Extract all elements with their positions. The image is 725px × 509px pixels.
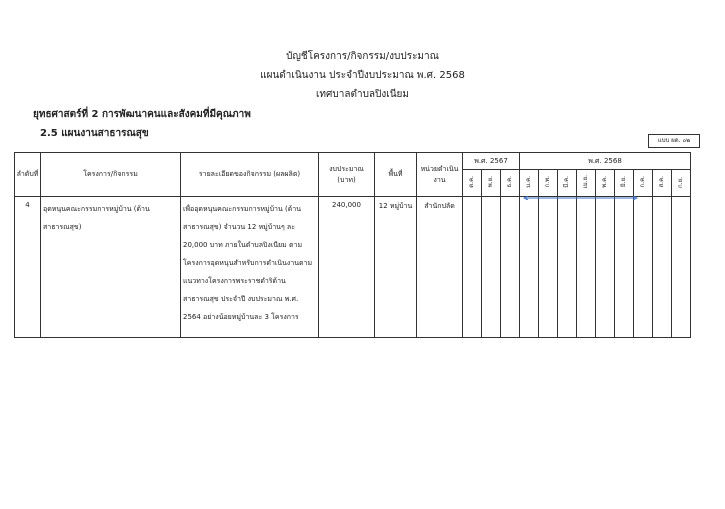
- month-header: [539, 170, 558, 197]
- month-cell: [463, 197, 482, 338]
- header-area: พื้นที่: [375, 153, 417, 197]
- doc-subtitle-org: เทศบาลตำบลปิงเนียม: [316, 89, 409, 100]
- table-row: [15, 197, 691, 338]
- month-label: ก.พ.: [544, 176, 551, 188]
- month-label: พ.ย.: [487, 176, 494, 188]
- month-label: ธ.ค.: [506, 176, 513, 188]
- header-agency: หน่วยดำเนินงาน: [417, 153, 463, 197]
- header-budget: งบประมาณ (บาท): [319, 153, 375, 197]
- month-header: [520, 170, 539, 197]
- cell-agency: สำนักปลัด: [417, 197, 463, 338]
- form-code-badge: แบบ ผด. ๐๒: [648, 134, 700, 148]
- doc-subtitle-plan: แผนดำเนินงาน ประจำปีงบประมาณ พ.ศ. 2568: [260, 70, 465, 81]
- month-cell: [577, 197, 596, 338]
- month-label: ก.ย.: [677, 176, 684, 188]
- month-cell: [615, 197, 634, 338]
- month-header: [615, 170, 634, 197]
- cell-project: อุดหนุนคณะกรรมการหมู่บ้าน (ด้านสาธารณสุข): [41, 197, 181, 338]
- month-label: มิ.ย.: [620, 176, 627, 188]
- month-cell: [634, 197, 653, 338]
- month-header: [672, 170, 691, 197]
- header-year-2568: พ.ศ. 2568: [520, 153, 691, 170]
- month-header: [558, 170, 577, 197]
- header-no: ลำดับที่: [15, 153, 41, 197]
- month-header: [596, 170, 615, 197]
- plan-heading: 2.5 แผนงานสาธารณสุข: [40, 128, 149, 139]
- header-details: รายละเอียดของกิจกรรม (ผลผลิต): [181, 153, 319, 197]
- month-label: มี.ค.: [563, 176, 570, 188]
- cell-no: 4: [15, 197, 41, 338]
- header-year-2567: พ.ศ. 2567: [463, 153, 520, 170]
- month-header: [501, 170, 520, 197]
- month-label: ก.ค.: [639, 176, 646, 188]
- month-label: ส.ค.: [658, 176, 665, 188]
- month-cell: [482, 197, 501, 338]
- month-cell: [558, 197, 577, 338]
- strategy-heading: ยุทธศาสตร์ที่ 2 การพัฒนาคนและสังคมที่มีคุณภาพ: [33, 109, 251, 120]
- month-label: เม.ย.: [582, 175, 589, 189]
- cell-details: เพื่ออุดหนุนคณะกรรมการหมู่บ้าน (ด้านสาธารณสุข) จำนวน 12 หมู่บ้านๆ ละ 20,000 บาท ภายในตำบลปิงเนียม ตามโครงการอุดหนุนสำหรับการดำเนินงานตามแนวทางโครงการพระราชดำริด้านสาธารณสุข ประจำปี งบประมาณ พ.ศ. 2564 อย่างน้อยหมู่บ้านละ 3 โครงการ: [181, 197, 319, 338]
- cell-budget: 240,000: [319, 197, 375, 338]
- month-cell: [596, 197, 615, 338]
- month-cell: [501, 197, 520, 338]
- month-header: [653, 170, 672, 197]
- month-label: พ.ค.: [601, 176, 608, 188]
- timeline-arrow: [523, 196, 638, 200]
- month-header: [634, 170, 653, 197]
- month-cell: [653, 197, 672, 338]
- doc-title: บัญชีโครงการ/กิจกรรม/งบประมาณ: [286, 51, 439, 62]
- month-cell: [672, 197, 691, 338]
- plan-table: [14, 152, 691, 338]
- header-project: โครงการ/กิจกรรม: [41, 153, 181, 197]
- month-label: ม.ค.: [525, 176, 532, 188]
- month-label: ต.ค.: [468, 176, 475, 188]
- month-header: [482, 170, 501, 197]
- month-cell: [539, 197, 558, 338]
- cell-area: 12 หมู่บ้าน: [375, 197, 417, 338]
- month-header: [463, 170, 482, 197]
- month-header: [577, 170, 596, 197]
- month-cell: [520, 197, 539, 338]
